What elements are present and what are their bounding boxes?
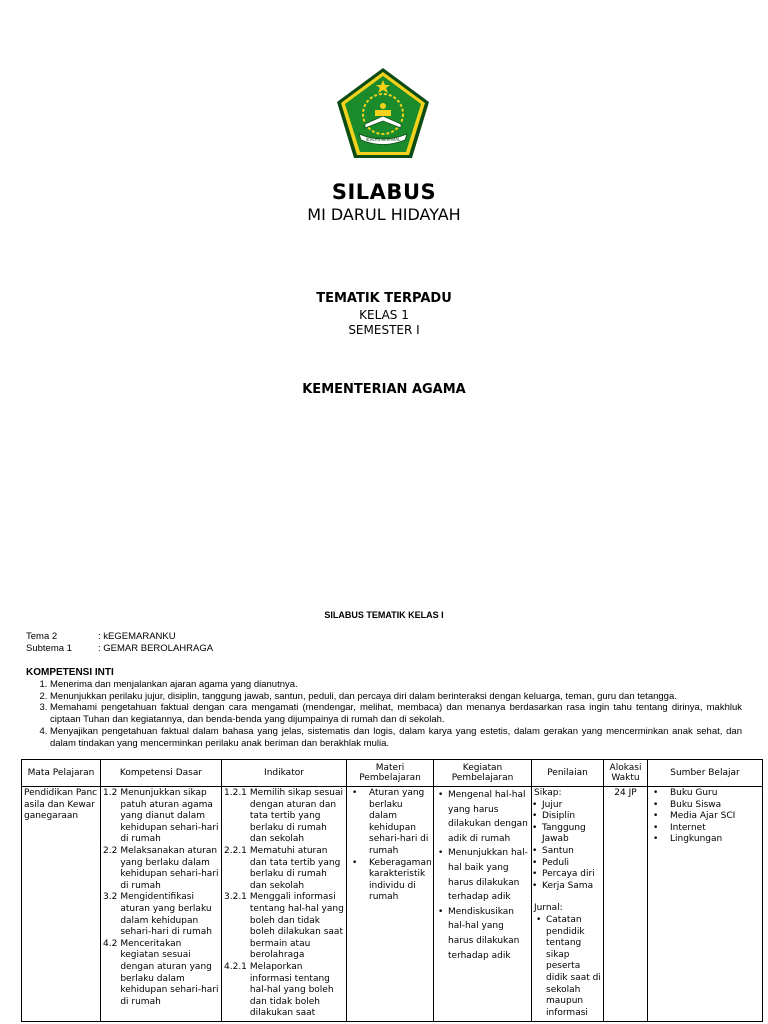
materi-list <box>349 788 431 904</box>
kegiatan-item: • Mendiskusikan hal-hal yang harus dilakukan terhadap adik <box>448 905 529 963</box>
indikator-item <box>224 846 344 892</box>
mapel-text: Pendidikan Pancasila dan Kewarganegaraan <box>24 788 98 822</box>
kd-num: 4.2 <box>103 938 118 949</box>
sumber-item: • Internet <box>670 823 760 835</box>
jurnal-label: Jurnal: <box>534 903 563 914</box>
sumber-list <box>650 788 760 846</box>
indikator-text: Melaporkan informasi tentang hal-hal yang boleh dan tidak boleh dilakukan saat <box>249 961 334 1019</box>
kompetensi-inti-list <box>26 679 742 749</box>
semester-label: SEMESTER I <box>348 323 420 337</box>
kd-item <box>103 939 219 1009</box>
kd-text: Menunjukkan sikap patuh aturan agama yang dianut dalam kehidupan sehari-hari di rumah <box>120 788 219 845</box>
subtema-value: : GEMAR BEROLAHRAGA <box>98 643 214 654</box>
cell-sumber <box>648 787 763 1022</box>
kegiatan-list <box>436 788 529 963</box>
indikator-item <box>224 788 344 846</box>
sikap-label: Sikap: <box>534 788 562 798</box>
alokasi-text: 24 JP <box>614 788 637 798</box>
document-title: SILABUS <box>331 180 437 204</box>
header-penilaian: Penilaian <box>532 760 604 787</box>
kd-num: 3.2 <box>103 892 118 903</box>
kd-item <box>103 846 219 892</box>
cell-materi <box>347 787 434 1022</box>
cell-mapel <box>22 787 101 1022</box>
sikap-item: • Disiplin <box>542 811 601 823</box>
kd-text: Mengidentifikasi aturan yang berlaku dalam kehidupan sehari-hari di rumah <box>120 892 212 938</box>
ministry-logo <box>333 66 433 162</box>
logo-motto: IKHLAS BERAMAL <box>365 137 401 142</box>
ki-item: 1. Menerima dan menjalankan ajaran agama yang dianutnya. <box>50 679 742 691</box>
kd-num: 1.2 <box>103 788 118 798</box>
ki-item: 3. Memahami pengetahuan faktual dengan cara mengamati (mendengar, melihat, membaca) dan menanya berdasarkan rasa ingin tahu tentang dirinya, makhluk ciptaan Tuhan dan kegiatannya, dan benda-benda yang dijumpainya di rumah dan di sekolah. <box>50 702 742 725</box>
sumber-item: • Buku Guru <box>670 788 760 800</box>
subtema-label: Subtema 1 <box>26 643 72 654</box>
jurnal-list <box>534 915 601 1019</box>
tema-line <box>26 631 176 642</box>
sikap-item: • Kerja Sama <box>542 881 601 893</box>
materi-item: • Keberagaman karakteristik individu di rumah <box>369 858 431 904</box>
header-kegiatan: Kegiatan Pembelajaran <box>434 760 532 787</box>
kegiatan-item: • Mengenal hal-hal yang harus dilakukan dengan adik di rumah <box>448 788 529 846</box>
subtema-line <box>26 643 213 654</box>
sikap-item: • Jujur <box>542 800 601 812</box>
class-label: KELAS 1 <box>359 308 409 322</box>
kd-item <box>103 788 219 846</box>
school-name: MI DARUL HIDAYAH <box>307 205 461 224</box>
indikator-num: 3.2.1 <box>224 892 247 903</box>
indikator-text: Menggali informasi tentang hal-hal yang boleh dan tidak boleh dilakukan saat bermain atau berolahraga <box>249 892 344 961</box>
ki-item: 4. Menyajikan pengetahuan faktual dalam bahasa yang jelas, sistematis dan logis, dalam karya yang estetis, dalam gerakan yang mencerminkan anak sehat, dan dalam tindakan yang mencerminkan perilaku anak beriman dan berakhlak mulia. <box>50 726 742 749</box>
kegiatan-item: • Menunjukkan hal-hal baik yang harus dilakukan terhadap adik <box>448 846 529 904</box>
ministry-name: KEMENTERIAN AGAMA <box>302 382 466 397</box>
table-header-row <box>22 760 763 787</box>
cell-penilaian <box>532 787 604 1022</box>
header-indikator: Indikator <box>222 760 347 787</box>
kd-text: Menceritakan kegiatan sesuai dengan aturan yang berlaku dalam kehidupan sehari-hari di rumah <box>120 938 219 1007</box>
kompetensi-inti-title: KOMPETENSI INTI <box>26 667 114 678</box>
indikator-text: Memilih sikap sesuai dengan aturan dan tata tertib yang berlaku di rumah dan sekolah <box>249 788 344 845</box>
cell-kegiatan <box>434 787 532 1022</box>
table-row <box>22 787 763 1022</box>
cell-kd <box>101 787 222 1022</box>
cell-indikator <box>222 787 347 1022</box>
jurnal-item: • Catatan pendidik tentang sikap peserta didik saat di sekolah maupun informasi <box>546 915 601 1019</box>
sikap-item: • Santun <box>542 846 601 858</box>
indikator-item <box>224 962 344 1020</box>
cell-alokasi <box>604 787 648 1022</box>
kd-item <box>103 892 219 938</box>
header-materi: Materi Pembelajaran <box>347 760 434 787</box>
sikap-item: • Peduli <box>542 858 601 870</box>
tema-label: Tema 2 <box>26 631 58 642</box>
kd-text: Melaksanakan aturan yang berlaku dalam kehidupan sehari-hari di rumah <box>120 845 219 891</box>
sumber-item: • Buku Siswa <box>670 800 760 812</box>
indikator-num: 1.2.1 <box>224 788 247 798</box>
sumber-item: • Lingkungan <box>670 834 760 846</box>
indikator-num: 2.2.1 <box>224 845 247 856</box>
silabus-table <box>21 759 763 1022</box>
header-sumber: Sumber Belajar <box>648 760 763 787</box>
sikap-item: • Percaya diri <box>542 869 601 881</box>
section-title: SILABUS TEMATIK KELAS I <box>324 610 444 620</box>
indikator-text: Mematuhi aturan dan tata tertib yang berlaku di rumah dan sekolah <box>249 845 341 891</box>
tema-value: : kEGEMARANKU <box>98 631 176 642</box>
sikap-list <box>534 800 601 893</box>
kd-num: 2.2 <box>103 845 118 856</box>
indikator-item <box>224 892 344 962</box>
header-alokasi: Alokasi Waktu <box>604 760 648 787</box>
ki-item: 2. Menunjukkan perilaku jujur, disiplin, tanggung jawab, santun, peduli, dan percaya diri dalam berinteraksi dengan keluarga, teman, guru dan tetangga. <box>50 691 742 703</box>
header-mapel: Mata Pelajaran <box>22 760 101 787</box>
header-kd: Kompetensi Dasar <box>101 760 222 787</box>
materi-item: • Aturan yang berlaku dalam kehidupan sehari-hari di rumah <box>369 788 431 858</box>
indikator-num: 4.2.1 <box>224 961 247 972</box>
subject-title: TEMATIK TERPADU <box>316 291 452 306</box>
sikap-item: • Tanggung Jawab <box>542 823 601 846</box>
sumber-item: • Media Ajar SCI <box>670 811 760 823</box>
